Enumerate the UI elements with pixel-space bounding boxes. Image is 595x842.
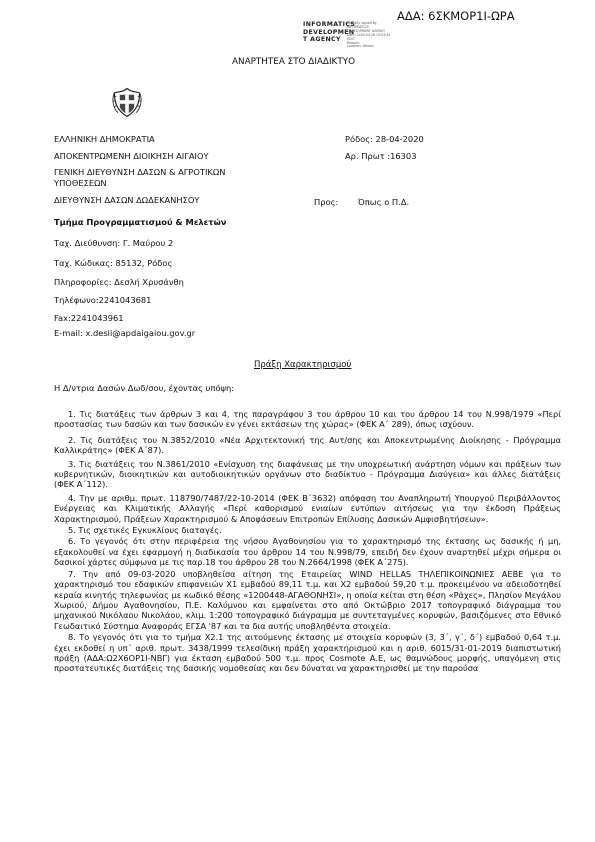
recipient-value: Όπως ο Π.Δ.	[358, 197, 410, 207]
list-item: 8. Το γεγονός ότι για το τμήμα Χ2.1 της αιτούμενης έκτασης με στοιχεία κορυφών (3, 3΄, γ΄, δ΄) εμβαδού 0,64 τ.μ. έχει εκδοθεί η υπ΄ αριθ. πρωτ. 3438/1999 τελεσίδικη πράξη χαρακτηρισμού και η αριθ. 6015/31-01-2019 διαπιστωτική πράξη (ΑΔΑ:Ω2Χ6ΟΡ1Ι-ΝΒΓ) για έκταση εμβαδού 500 τ.μ. προς Cosmote Α.Ε, ως θαμνώδους μορφής, υπαγόμενη στις προστατευτικές διατάξεις της δασικής νομοθεσίας και δεν δύναται να χαρακτηρισθεί με την παρούσα	[54, 632, 561, 674]
header-general-directorate: ΓΕΝΙΚΗ ΔΙΕΥΘΥΝΣΗ ΔΑΣΩΝ & ΑΓΡΟΤΙΚΩΝ ΥΠΟΘΕΣΕΩΝ	[54, 167, 226, 188]
contact-info-person: Πληροφορίες: Δεσλή Χρυσάνθη	[54, 277, 184, 287]
protocol-number: Αρ. Πρωτ :16303	[345, 151, 417, 161]
contact-postal-code: Ταχ. Κώδικας: 85132, Ρόδος	[54, 258, 173, 268]
list-item: 3. Τις διατάξεις του Ν.3861/2010 «Ενίσχυση της διαφάνειας με την υποχρεωτική ανάρτηση νόμων και πράξεων των κυβερνητικών, διοικητικών και αυτοδιοικητικών οργάνων στο διαδίκτυο - Πρόγραμμα Διαύγεια» και άλλες διατάξεις (ΦΕΚ Α΄112).	[54, 458, 561, 490]
signature-detail: Reason:	[347, 40, 360, 45]
signature-detail: DEVELOPMENT AGENCY	[347, 28, 385, 33]
signature-detail: Location: Athens	[347, 44, 374, 49]
contact-fax: Fax:2241043961	[54, 313, 124, 323]
document-title: Πράξη Χαρακτηρισμού	[254, 360, 352, 370]
signature-details	[347, 22, 390, 49]
list-item: 2. Τις διατάξεις του Ν.3852/2010 «Νέα Αρχιτεκτονική της Αυτ/σης και Αποκεντρωμένης Διοίκησης - Πρόγραμμα Καλλικράτης» (ΦΕΚ Α΄87).	[54, 434, 561, 456]
recipient-label: Προς:	[314, 197, 339, 207]
signature-line-2: DEVELOPMEN	[303, 28, 355, 36]
signature-detail: INFORMATICS	[347, 24, 369, 29]
place-date: Ρόδος: 28-04-2020	[345, 134, 424, 144]
signature-line-1: INFORMATICS	[303, 21, 356, 28]
header-republic: ΕΛΛΗΝΙΚΗ ΔΗΜΟΚΡΑΤΙΑ	[54, 134, 155, 144]
header-directorate: ΔΙΕΥΘΥΝΣΗ ΔΑΣΩΝ ΔΩΔΕΚΑΝΗΣΟΥ	[54, 195, 200, 205]
ada-number: ΑΔΑ: 6ΣΚΜΟΡ1Ι-ΩΡΑ	[397, 9, 515, 23]
list-item: 4. Την με αριθμ. πρωτ. 118790/7487/22-10-2014 (ΦΕΚ Β΄3632) απόφαση του Αναπληρωτή Υπουργού Περιβάλλοντος Ενέργειας και Κλιματικής Αλλαγής «Περί καθορισμού ενιαίων εντύπων αιτήσεως για την έκδοση Πράξεως Χαρακτηρισμού, Πράξεων Χαρακτηρισμού & Αποφάσεων Επιτροπών Επίλυσης Δασικών Αμφισβητήσεων».	[54, 492, 561, 524]
signature-detail: Date: 2020.04.28 13:53:44	[347, 32, 391, 37]
signature-detail: EEST	[347, 36, 355, 41]
list-item: 7. Την από 09-03-2020 υποβληθείσα αίτηση της Εταιρείας WIND HELLAS ΤΗΛΕΠΙΚΟΙΝΩΝΙΕΣ ΑΕΒΕ για το χαρακτηρισμό του εδαφικών επιφανειών Χ1 εμβαδού 89,11 τ.μ. και Χ2 εμβαδού 59,20 τ.μ. προκειμένου να αδειοδοτηθεί κεραία κινητής τηλεφωνίας με κωδικό θέσης «1200448-ΑΓΑΘΟΝΗΣΙ», η οποία κείται στη θέση «Ράχες», Πλησίον Μεγάλου Χωριού, Δήμου Αγαθονησίου, Π.Ε. Καλύμνου και εμφαίνεται στο από Οκτώβριο 2017 τοπογραφικό διάγραμμα του μηχανικού Νικόλαου Νικολάου, κλιμ. 1:200 τοπογραφικό διάγραμμα με συντεταγμένες κορυφών, βασιζόμενες στο Εθνικό Γεωδαιτικό Σύστημα Αναφοράς ΕΓΣΑ '87 και τα δια αυτής υποβληθέντα στοιχεία.	[54, 568, 561, 631]
digital-signature-stamp	[303, 21, 391, 49]
signature-detail: Digitally signed by	[347, 21, 377, 25]
signature-line-3: T AGENCY	[303, 36, 341, 44]
header-decentralized-admin: ΑΠΟΚΕΝΤΡΩΜΕΝΗ ΔΙΟΙΚΗΣΗ ΑΙΓΑΙΟΥ	[54, 151, 209, 161]
list-item: 5. Τις σχετικές Εγκυκλίους διαταγές.	[68, 525, 222, 536]
intro-text: Η Δ/ντρια Δασών Δωδ/σου, έχοντας υπόψη:	[54, 383, 235, 393]
list-item: 6. Το γεγονός ότι στην περιφέρεια της νήσου Αγαθονησίου για το χαρακτηρισμό της έκτασης ως δασικής ή μη, εξακολουθεί να έχει εφαρμογή η διαδικασία του άρθρου 14 του Ν.998/79, επειδή δεν έχουν αναρτηθεί μέχρι σήμερα οι δασικοί χάρτες σύμφωνα με τις παρ.18 του άρθρου 28 του Ν.2664/1998 (ΦΕΚ Α΄275).	[54, 536, 561, 568]
contact-email: E-mail: x.desli@apdaigaiou.gov.gr	[54, 328, 196, 338]
greek-emblem-icon	[109, 84, 145, 120]
contact-address: Ταχ. Διεύθυνση: Γ. Μαύρου 2	[54, 238, 174, 248]
list-item: 1. Τις διατάξεις των άρθρων 3 και 4, της παραγράφου 3 του άρθρου 10 και του άρθρου 14 του Ν.998/1979 «Περί προστασίας των δασών και των δασικών εν γένει εκτάσεων της χώρας» (ΦΕΚ Α΄ 289), όπως ισχύουν.	[54, 409, 561, 430]
posting-note: ΑΝΑΡΤΗΤΕΑ ΣΤΟ ΔΙΑΔΙΚΤΥΟ	[232, 57, 355, 67]
considerations-list	[54, 409, 561, 674]
header-department: Τμήμα Προγραμματισμού & Μελετών	[54, 217, 227, 227]
contact-phone: Τηλέφωνο:2241043681	[54, 295, 152, 305]
